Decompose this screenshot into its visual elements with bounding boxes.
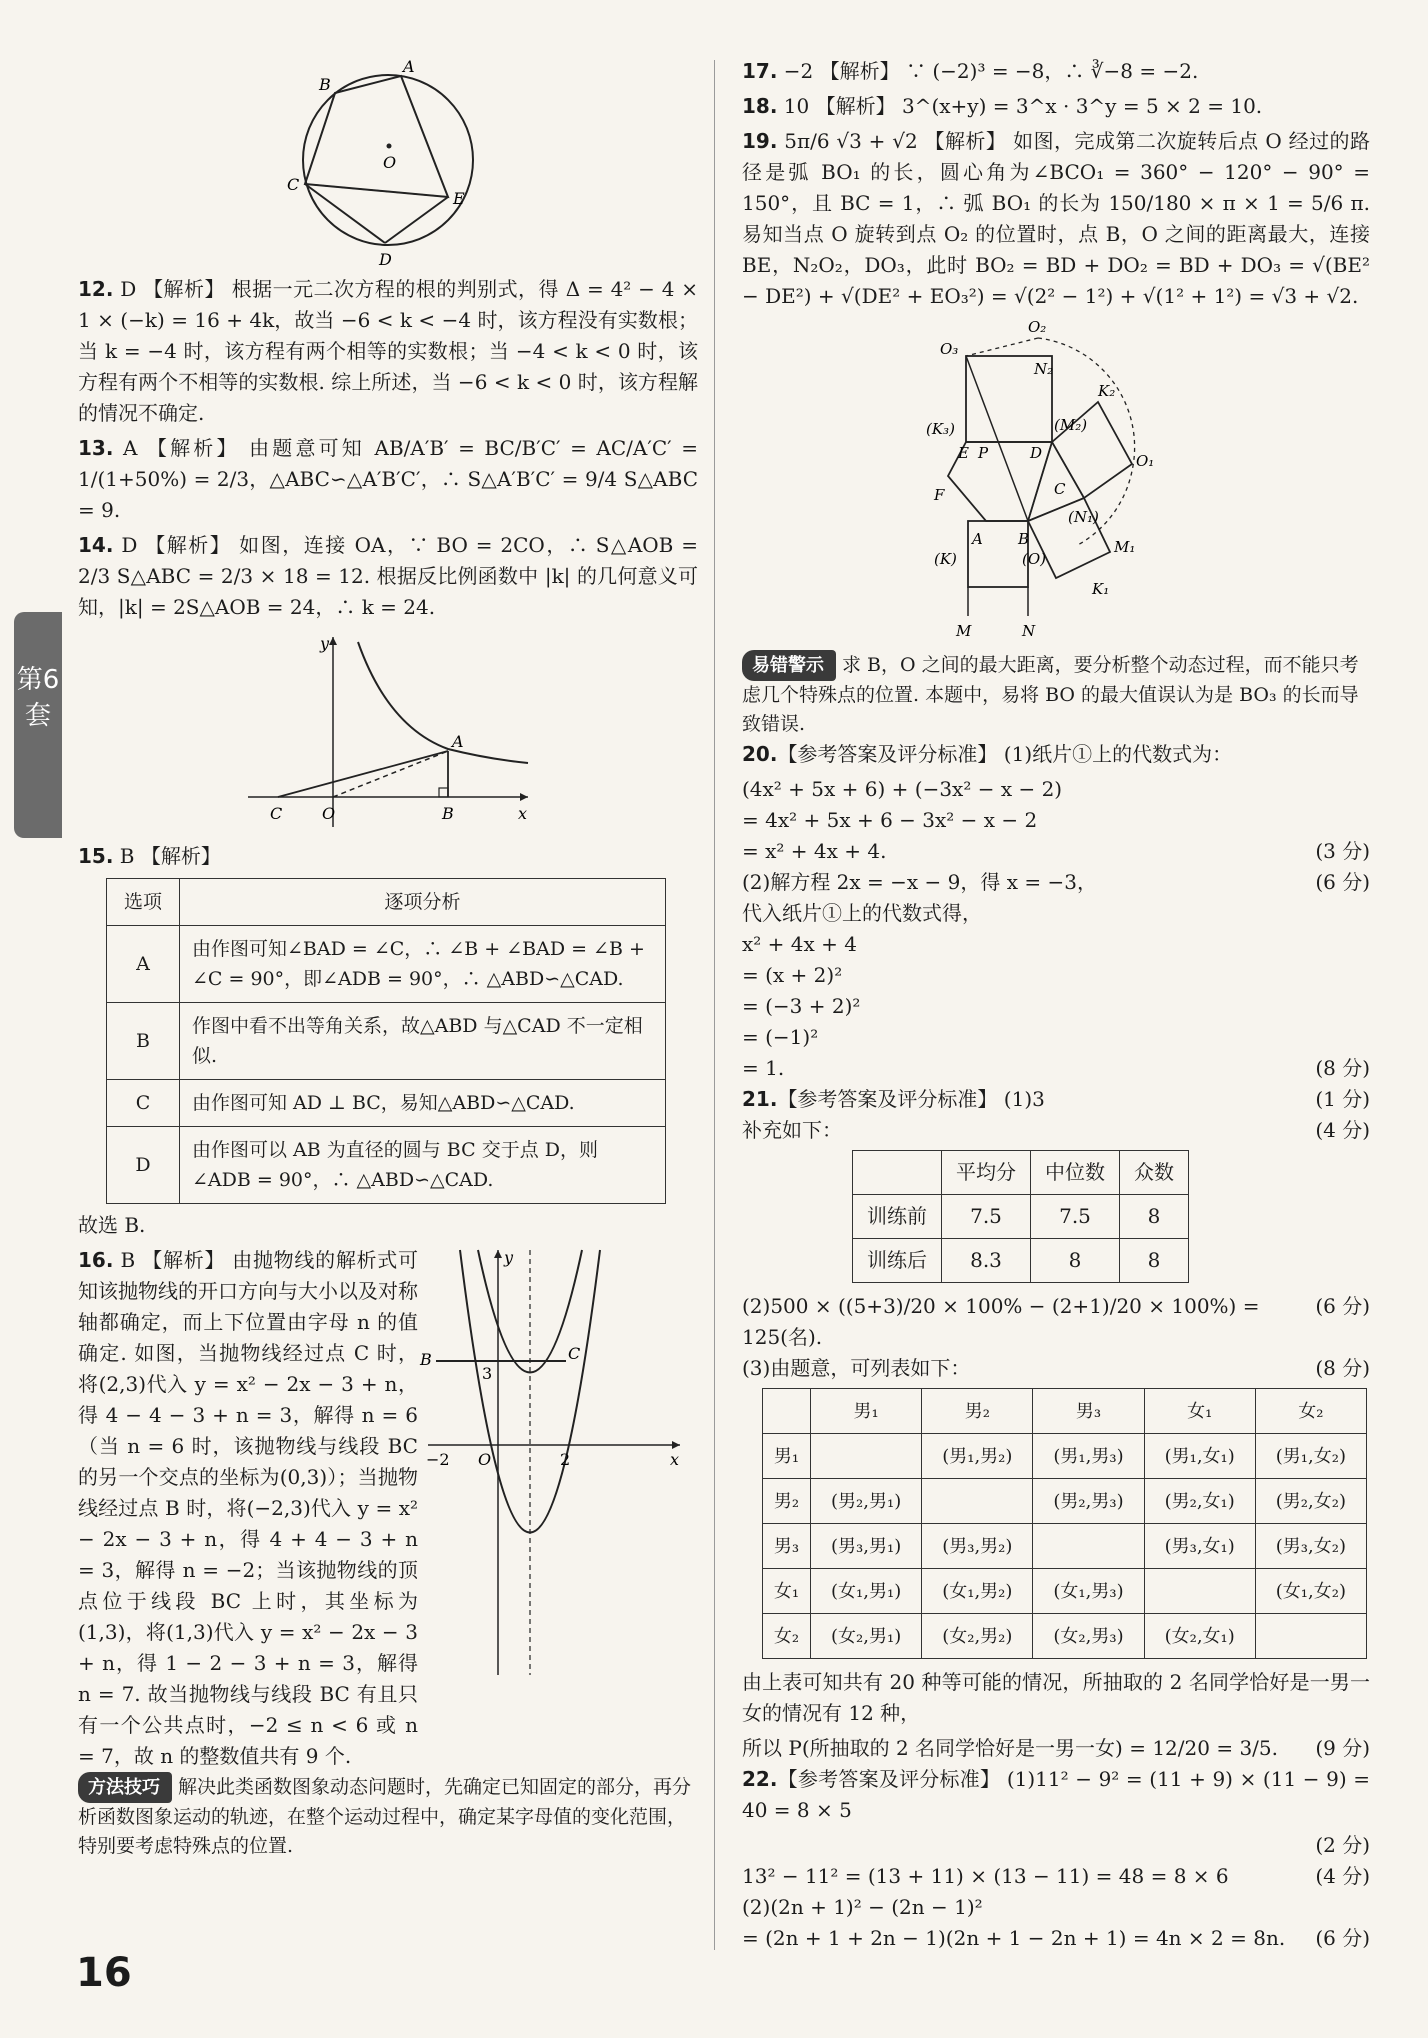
stats-header xyxy=(853,1151,942,1195)
pairs-cell: (男₃,女₁) xyxy=(1144,1524,1255,1569)
q21-part2-text: (2)500 × ((5+3)/20 × 100% − (2+1)/20 × 100%) = 125(名). xyxy=(742,1294,1260,1349)
pairs-cell: (女₁,男₂) xyxy=(922,1569,1033,1614)
method-tip xyxy=(78,1772,698,1861)
label-b: B xyxy=(442,804,454,823)
pairs-cell: (男₂,女₁) xyxy=(1144,1479,1255,1524)
stats-cell: 7.5 xyxy=(1031,1195,1120,1239)
q22-head xyxy=(742,1764,1370,1826)
error-warning xyxy=(742,650,1370,739)
q20-line xyxy=(742,991,1370,1022)
right-column xyxy=(742,56,1370,1954)
stats-cell: 8 xyxy=(1031,1239,1120,1283)
analysis-option: A xyxy=(107,926,180,1003)
label-b: B xyxy=(319,75,331,94)
analysis-detail: 作图中看不出等角关系，故△ABD 与△CAD 不一定相似. xyxy=(180,1003,666,1080)
q21-part2 xyxy=(742,1291,1370,1353)
stats-header: 众数 xyxy=(1120,1151,1189,1195)
pairs-cell: (男₁,男₃) xyxy=(1033,1434,1144,1479)
label-o1: O₁ xyxy=(1136,452,1155,470)
q21-part3-text: (3)由题意，可列表如下： xyxy=(742,1356,971,1380)
q17-text: −2 【解析】 ∵ (−2)³ = −8，∴ ∛−8 = −2. xyxy=(783,59,1199,83)
left-column xyxy=(78,56,698,1861)
pairs-cell xyxy=(811,1434,922,1479)
pairs-cell: (男₂,女₂) xyxy=(1255,1479,1366,1524)
pairs-cell: (女₂,男₃) xyxy=(1033,1614,1144,1659)
question-13 xyxy=(78,433,698,526)
q20-line-text: = 1. xyxy=(742,1056,785,1080)
q20-head-text: 【参考答案及评分标准】 (1)纸片①上的代数式为： xyxy=(777,742,1233,766)
pairs-cell xyxy=(1144,1569,1255,1614)
rotation-figure xyxy=(926,316,1186,646)
label-c: C xyxy=(1054,480,1066,498)
label-a: A xyxy=(452,732,464,751)
axis-x-label: x xyxy=(518,804,528,823)
stats-cell: 8 xyxy=(1120,1239,1189,1283)
label-m: M xyxy=(956,622,972,640)
q22-line xyxy=(742,1861,1370,1892)
pairs-cell: (男₂,男₁) xyxy=(811,1479,922,1524)
pairs-cell: (男₃,男₂) xyxy=(922,1524,1033,1569)
pairs-cell: (女₂,男₁) xyxy=(811,1614,922,1659)
label-m2: (M₂) xyxy=(1054,416,1088,434)
q19-number: 19. xyxy=(742,129,778,153)
q16-text-block xyxy=(78,1245,418,1772)
q22-line xyxy=(742,1892,1370,1923)
question-22 xyxy=(742,1764,1370,1954)
hyperbola-figure xyxy=(238,627,538,837)
analysis-header-option: 选项 xyxy=(107,879,180,926)
question-16 xyxy=(78,1245,698,1772)
q22-line-text: (2)(2n + 1)² − (2n − 1)² xyxy=(742,1895,983,1919)
page-number: 16 xyxy=(76,1950,132,1996)
q14-number: 14. xyxy=(78,533,114,557)
q20-line-text: (2)解方程 2x = −x − 9，得 x = −3， xyxy=(742,870,1097,894)
q18-number: 18. xyxy=(742,94,778,118)
question-19 xyxy=(742,126,1370,312)
q22-line-score: (6 分) xyxy=(1315,1926,1370,1950)
question-21 xyxy=(742,1084,1370,1764)
parabola-figure xyxy=(418,1245,688,1685)
q20-line xyxy=(742,898,1370,929)
q20-line-text: 代入纸片①上的代数式得， xyxy=(742,901,982,925)
q21-sub-text: 补充如下： xyxy=(742,1118,842,1142)
pairs-header: 男₂ xyxy=(922,1389,1033,1434)
q21-head-text: 【参考答案及评分标准】 (1)3 xyxy=(777,1087,1045,1111)
q12-number: 12. xyxy=(78,277,114,301)
q20-line xyxy=(742,960,1370,991)
tick-3: 3 xyxy=(482,1364,493,1383)
analysis-table xyxy=(106,878,666,1204)
label-k: (K) xyxy=(934,550,957,568)
label-b: B xyxy=(1018,530,1030,548)
pairs-cell: (女₁,男₁) xyxy=(811,1569,922,1614)
pairs-cell xyxy=(1033,1524,1144,1569)
pairs-cell: (男₁,男₂) xyxy=(922,1434,1033,1479)
tick-2: 2 xyxy=(560,1450,571,1469)
label-e: E xyxy=(453,189,465,208)
analysis-option: D xyxy=(107,1127,180,1204)
stats-cell: 7.5 xyxy=(942,1195,1031,1239)
axis-x-label: x xyxy=(670,1450,680,1469)
pairs-cell: (男₃,男₁) xyxy=(811,1524,922,1569)
question-17 xyxy=(742,56,1370,87)
q20-line-text: = (x + 2)² xyxy=(742,963,843,987)
label-n2: N₂ xyxy=(1034,360,1054,378)
pairs-header: 女₂ xyxy=(1255,1389,1366,1434)
pairs-cell: (男₂,男₃) xyxy=(1033,1479,1144,1524)
tip-text: 解决此类函数图象动态问题时，先确定已知固定的部分，再分析函数图象运动的轨迹，在整个运动过程中，确定某字母值的变化范围，特别要考虑特殊点的位置. xyxy=(78,1776,692,1857)
circle-figure xyxy=(273,60,503,270)
analysis-detail: 由作图可以 AB 为直径的圆与 BC 交于点 D，则∠ADB = 90°，∴ △ABD∽△CAD. xyxy=(180,1127,666,1204)
stats-header: 中位数 xyxy=(1031,1151,1120,1195)
label-o: O xyxy=(383,153,397,172)
q13-text: A 【解析】 由题意可知 AB/A′B′ = BC/B′C′ = AC/A′C′ = 1/(1+50%) = 2/3，△ABC∽△A′B′C′，∴ S△A′B′C′ = 9/4 S△ABC = 9. xyxy=(78,436,698,522)
q20-line-score: (3 分) xyxy=(1315,839,1370,863)
q21-part3 xyxy=(742,1353,1370,1384)
q21-head xyxy=(742,1084,1370,1115)
q17-number: 17. xyxy=(742,59,778,83)
pairs-cell: 男₂ xyxy=(763,1479,811,1524)
label-k2: K₂ xyxy=(1098,382,1116,400)
label-c: C xyxy=(287,175,300,194)
axis-y-label: y xyxy=(504,1248,514,1267)
pairs-cell: (男₃,女₂) xyxy=(1255,1524,1366,1569)
pairs-header xyxy=(763,1389,811,1434)
q15-text: B 【解析】 xyxy=(119,844,221,868)
analysis-detail: 由作图可知∠BAD = ∠C，∴ ∠B + ∠BAD = ∠B + ∠C = 90°，即∠ADB = 90°，∴ △ABD∽△CAD. xyxy=(180,926,666,1003)
label-p: P xyxy=(978,444,989,462)
q20-line xyxy=(742,929,1370,960)
q19-text: 5π/6 √3 + √2 【解析】 如图，完成第二次旋转后点 O 经过的路径是弧 BO₁ 的长，圆心角为∠BCO₁ = 360° − 120° − 90° = 150°，且 BC = 1，∴ 弧 BO₁ 的长为 150/180 × π × 1 = 5/6 π. 易知当点 O 旋转到点 O₂ 的位置时，点 B，O 之间的距离最大，连接 BE，N₂O₂，DO₃，此时 BO₂ = BD + DO₂ = BD + DO₃ = √(BE² − DE²) + √(DE² + EO₃²) = √(2² − 1²) + √(1² + 1²) = √3 + √2. xyxy=(742,129,1370,308)
q20-line xyxy=(742,805,1370,836)
stats-cell: 8.3 xyxy=(942,1239,1031,1283)
label-o3: O₃ xyxy=(940,340,959,358)
section-tab: 第6套 xyxy=(14,612,62,838)
label-a: A xyxy=(972,530,983,548)
stats-cell: 训练前 xyxy=(853,1195,942,1239)
analysis-option: C xyxy=(107,1080,180,1127)
stats-table xyxy=(852,1150,1189,1283)
q21-number: 21. xyxy=(742,1087,778,1111)
q21-probability xyxy=(742,1733,1370,1764)
q20-line-score: (6 分) xyxy=(1315,870,1370,894)
q22-line-text: = (2n + 1 + 2n − 1)(2n + 1 − 2n + 1) = 4n × 2 = 8n. xyxy=(742,1926,1286,1950)
question-20 xyxy=(742,739,1370,1084)
label-a: A xyxy=(403,60,415,76)
q21-part2-score: (6 分) xyxy=(1315,1294,1370,1318)
q20-line-text: x² + 4x + 4 xyxy=(742,932,857,956)
label-c: C xyxy=(270,804,283,823)
q20-line-text: = (−3 + 2)² xyxy=(742,994,861,1018)
warning-text: 求 B，O 之间的最大距离，要分析整个动态过程，而不能只考虑几个特殊点的位置. 本题中，易将 BO 的最大值误认为是 BO₃ 的长而导致错误. xyxy=(742,654,1359,735)
pairs-header: 女₁ xyxy=(1144,1389,1255,1434)
q22-line xyxy=(742,1830,1370,1861)
pairs-cell: 男₁ xyxy=(763,1434,811,1479)
label-o-paren: (O) xyxy=(1022,550,1047,568)
pairs-cell: (女₁,男₃) xyxy=(1033,1569,1144,1614)
label-d: D xyxy=(1030,444,1043,462)
pairs-cell: (女₂,男₂) xyxy=(922,1614,1033,1659)
tip-badge: 方法技巧 xyxy=(78,1772,172,1803)
q20-line xyxy=(742,1022,1370,1053)
q20-line-text: = 4x² + 5x + 6 − 3x² − x − 2 xyxy=(742,808,1038,832)
question-15 xyxy=(78,841,698,872)
question-14 xyxy=(78,530,698,623)
pairs-cell: (女₁,女₂) xyxy=(1255,1569,1366,1614)
pairs-cell: 女₁ xyxy=(763,1569,811,1614)
q20-line-score: (8 分) xyxy=(1315,1056,1370,1080)
q15-number: 15. xyxy=(78,844,114,868)
pairs-cell: 女₂ xyxy=(763,1614,811,1659)
column-divider xyxy=(714,60,715,1950)
pairs-table xyxy=(762,1388,1367,1659)
q21-sub-score: (4 分) xyxy=(1315,1118,1370,1142)
label-o2: O₂ xyxy=(1028,318,1047,336)
warning-badge: 易错警示 xyxy=(742,650,836,681)
pairs-cell: (男₁,女₂) xyxy=(1255,1434,1366,1479)
q21-conclusion: 由上表可知共有 20 种等可能的情况，所抽取的 2 名同学恰好是一男一女的情况有 12 种， xyxy=(742,1670,1370,1725)
q16-number: 16. xyxy=(78,1248,114,1272)
q12-text: D 【解析】 根据一元二次方程的根的判别式，得 Δ = 4² − 4 × 1 × (−k) = 16 + 4k，故当 −6 < k < −4 时，该方程没有实数根；当 k = −4 时，该方程有两个相等的实数根；当 −4 < k < 0 时，该方程有两个不相等的实数根. 综上所述，当 −6 < k < 0 时，该方程解的情况不确定. xyxy=(78,277,699,425)
q20-number: 20. xyxy=(742,742,778,766)
label-e: E xyxy=(958,444,969,462)
question-12 xyxy=(78,274,698,429)
analysis-detail: 由作图可知 AD ⊥ BC，易知△ABD∽△CAD. xyxy=(180,1080,666,1127)
q20-line-text: = (−1)² xyxy=(742,1025,819,1049)
q20-line-text: (4x² + 5x + 6) + (−3x² − x − 2) xyxy=(742,777,1063,801)
analysis-option: B xyxy=(107,1003,180,1080)
q13-number: 13. xyxy=(78,436,114,460)
pairs-header: 男₃ xyxy=(1033,1389,1144,1434)
q18-text: 10 【解析】 3^(x+y) = 3^x · 3^y = 5 × 2 = 10. xyxy=(783,94,1263,118)
q21-probability-score: (9 分) xyxy=(1315,1736,1370,1760)
q21-head-score: (1 分) xyxy=(1315,1087,1370,1111)
stats-cell: 8 xyxy=(1120,1195,1189,1239)
q20-line-text: = x² + 4x + 4. xyxy=(742,839,887,863)
analysis-header-detail: 逐项分析 xyxy=(180,879,666,926)
label-b: B xyxy=(420,1350,432,1369)
label-m1: M₁ xyxy=(1114,538,1136,556)
q22-number: 22. xyxy=(742,1767,778,1791)
label-o: O xyxy=(478,1450,492,1469)
question-18 xyxy=(742,91,1370,122)
q22-line xyxy=(742,1923,1370,1954)
pairs-cell xyxy=(1255,1614,1366,1659)
tick-neg-2: −2 xyxy=(426,1450,450,1469)
axis-y-label: y xyxy=(320,634,330,653)
label-c: C xyxy=(568,1344,581,1363)
q21-part3-score: (8 分) xyxy=(1315,1356,1370,1380)
pairs-cell: (女₂,女₁) xyxy=(1144,1614,1255,1659)
stats-cell: 训练后 xyxy=(853,1239,942,1283)
pairs-cell: 男₃ xyxy=(763,1524,811,1569)
q22-head-text: 【参考答案及评分标准】 (1)11² − 9² = (11 + 9) × (11 − 9) = 40 = 8 × 5 xyxy=(742,1767,1370,1822)
q20-line xyxy=(742,1053,1370,1084)
q14-text: D 【解析】 如图，连接 OA，∵ BO = 2CO，∴ S△AOB = 2/3 S△ABC = 2/3 × 18 = 12. 根据反比例函数中 |k| 的几何意义可知，|k| = 2S△AOB = 24，∴ k = 24. xyxy=(78,533,699,619)
q21-probability-text: 所以 P(所抽取的 2 名同学恰好是一男一女) = 12/20 = 3/5. xyxy=(742,1736,1278,1760)
q20-line xyxy=(742,867,1370,898)
label-f: F xyxy=(934,486,945,504)
label-n1: (N₁) xyxy=(1068,508,1099,526)
q15-conclusion: 故选 B. xyxy=(78,1213,146,1237)
label-k3: (K₃) xyxy=(926,420,955,438)
q20-head xyxy=(742,739,1370,770)
q20-line xyxy=(742,774,1370,805)
q21-sub xyxy=(742,1115,1370,1146)
q16-text: B 【解析】 由抛物线的解析式可知该抛物线的开口方向与大小以及对称轴都确定，而上下位置由字母 n 的值确定. 如图，当抛物线经过点 C 时，将(2,3)代入 y = x² − 2x − 3 + n，得 4 − 4 − 3 + n = 3，解得 n = 6（当 n = 6 时，该抛物线与线段 BC 的另一个交点的坐标为(0,3)）；当抛物线经过点 B 时，将(−2,3)代入 y = x² − 2x − 3 + n，得 4 + 4 − 3 + n = 3，解得 n = −2；当该抛物线的顶点位于线段 BC 上时，其坐标为(1,3)，将(1,3)代入 y = x² − 2x − 3 + n，得 1 − 2 − 3 + n = 3，解得 n = 7. 故当抛物线与线段 BC 有且只有一个公共点时，−2 ≤ n < 6 或 n = 7，故 n 的整数值共有 9 个. xyxy=(78,1248,418,1768)
q20-line xyxy=(742,836,1370,867)
pairs-cell xyxy=(922,1479,1033,1524)
label-n: N xyxy=(1022,622,1036,640)
pairs-cell: (男₁,女₁) xyxy=(1144,1434,1255,1479)
q22-line-text: 13² − 11² = (13 + 11) × (13 − 11) = 48 = 8 × 6 xyxy=(742,1864,1229,1888)
q22-line-score: (4 分) xyxy=(1315,1864,1370,1888)
pairs-header: 男₁ xyxy=(811,1389,922,1434)
label-o: O xyxy=(322,804,336,823)
q22-line-score: (2 分) xyxy=(1315,1833,1370,1857)
stats-header: 平均分 xyxy=(942,1151,1031,1195)
label-k1: K₁ xyxy=(1092,580,1110,598)
label-d: D xyxy=(379,250,392,269)
